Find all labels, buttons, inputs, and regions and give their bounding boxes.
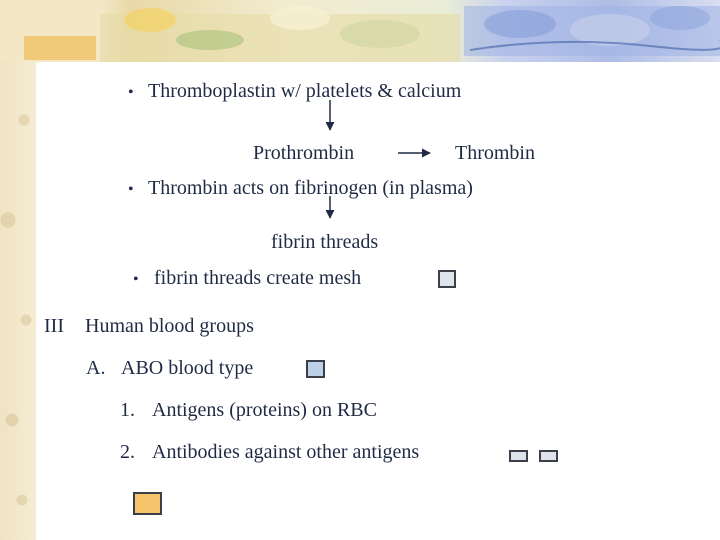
section-numeral: III — [44, 315, 64, 337]
sub-a-marker: A. — [86, 357, 106, 379]
item2-marker: 2. — [120, 441, 135, 463]
bullet-marker: • — [128, 181, 134, 198]
sub-a-text: ABO blood type — [121, 357, 254, 379]
text-thromboplastin: Thromboplastin w/ platelets & calcium — [148, 80, 462, 102]
text-thrombin: Thrombin — [455, 142, 535, 164]
text-fibrin-mesh: fibrin threads create mesh — [154, 267, 362, 289]
item1-marker: 1. — [120, 399, 135, 421]
section-title: Human blood groups — [85, 315, 254, 337]
text-fibrin-threads: fibrin threads — [271, 231, 379, 253]
text-thrombin-acts: Thrombin acts on fibrinogen (in plasma) — [148, 177, 473, 199]
text-prothrombin: Prothrombin — [253, 142, 355, 164]
bullet-marker: • — [133, 271, 139, 288]
bullet-marker: • — [128, 84, 134, 101]
item1-text: Antigens (proteins) on RBC — [152, 399, 377, 421]
item2-text: Antibodies against other antigens — [152, 441, 420, 463]
